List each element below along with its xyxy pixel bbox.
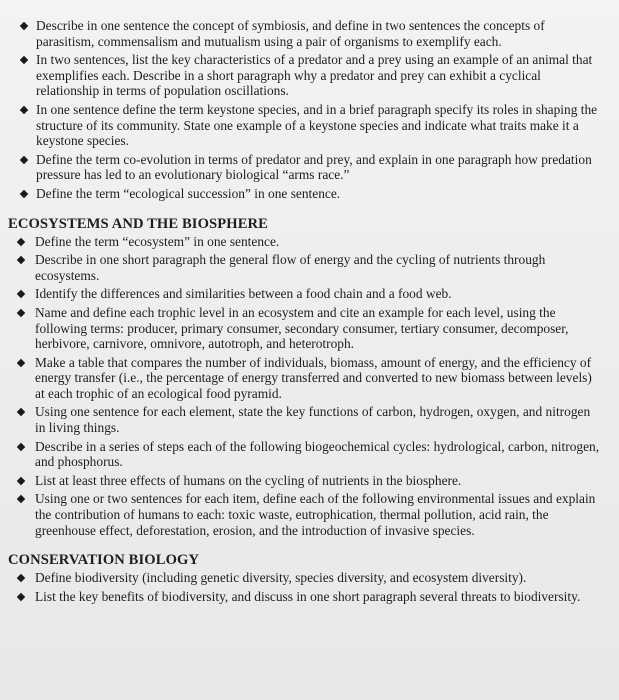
bullet-diamond-icon: [17, 442, 25, 450]
list-item: In two sentences, list the key characteristics of a predator and a prey using an example of an animal that exemplifies each. Describe in a short paragraph why a predator and prey can exhibit a cyclical relationship in terms of population oscillations.: [8, 52, 601, 99]
bullet-diamond-icon: [17, 256, 25, 264]
list-item: Identify the differences and similarities between a food chain and a food web.: [8, 286, 601, 302]
bullet-diamond-icon: [20, 156, 28, 164]
list-item: Define the term “ecological succession” in one sentence.: [8, 186, 601, 202]
conservation-list: [8, 570, 601, 604]
list-item: List at least three effects of humans on the cycling of nutrients in the biosphere.: [8, 473, 601, 489]
intro-list: [8, 18, 601, 202]
bullet-diamond-icon: [17, 358, 25, 366]
bullet-diamond-icon: [17, 495, 25, 503]
conservation-section: [8, 552, 601, 604]
bullet-diamond-icon: [17, 477, 25, 485]
ecosystems-list: [8, 234, 601, 539]
ecosystems-section: [8, 216, 601, 539]
bullet-diamond-icon: [20, 106, 28, 114]
bullet-diamond-icon: [17, 237, 25, 245]
bullet-diamond-icon: [20, 190, 28, 198]
bullet-diamond-icon: [20, 22, 28, 30]
section-heading-conservation: CONSERVATION BIOLOGY: [8, 552, 200, 569]
list-item: Describe in a series of steps each of the following biogeochemical cycles: hydrological, carbon, nitrogen, and phosphorus.: [8, 439, 601, 470]
list-item: Define the term “ecosystem” in one sentence.: [8, 234, 601, 250]
bullet-diamond-icon: [17, 309, 25, 317]
bullet-diamond-icon: [17, 574, 25, 582]
list-item: Name and define each trophic level in an ecosystem and cite an example for each level, using the following terms: producer, primary consumer, secondary consumer, tertiary consumer, decomposer, herbivore, carnivore, omnivore, autotroph, and heterotroph.: [8, 305, 601, 352]
section-heading-ecosystems: ECOSYSTEMS AND THE BIOSPHERE: [8, 215, 269, 232]
list-item: Describe in one short paragraph the general flow of energy and the cycling of nutrients through ecosystems.: [8, 252, 601, 283]
list-item: Define biodiversity (including genetic diversity, species diversity, and ecosystem diversity).: [8, 570, 601, 586]
list-item: List the key benefits of biodiversity, and discuss in one short paragraph several threats to biodiversity.: [8, 589, 601, 605]
list-item: Define the term co-evolution in terms of predator and prey, and explain in one paragraph how predation pressure has led to an evolutionary biological “arms race.”: [8, 152, 601, 183]
list-item: Describe in one sentence the concept of symbiosis, and define in two sentences the concepts of parasitism, commensalism and mutualism using a pair of organisms to exemplify each.: [8, 18, 601, 49]
list-item: Make a table that compares the number of individuals, biomass, amount of energy, and the efficiency of energy transfer (i.e., the percentage of energy transferred and converted to new biomass between levels) at each trophic of an ecological food pyramid.: [8, 355, 601, 402]
list-item: Using one sentence for each element, state the key functions of carbon, hydrogen, oxygen, and nitrogen in living things.: [8, 404, 601, 435]
bullet-diamond-icon: [17, 290, 25, 298]
list-item: Using one or two sentences for each item, define each of the following environmental issues and explain the contribution of humans to each: toxic waste, eutrophication, thermal pollution, acid rain, the greenhouse effect, deforestation, erosion, and the introduction of invasive species.: [8, 491, 601, 538]
bullet-diamond-icon: [17, 593, 25, 601]
bullet-diamond-icon: [17, 408, 25, 416]
intro-section: [8, 18, 601, 202]
list-item: In one sentence define the term keystone species, and in a brief paragraph specify its roles in shaping the structure of its community. State one example of a keystone species and indicate what traits make it a keystone species.: [8, 102, 601, 149]
bullet-diamond-icon: [20, 56, 28, 64]
